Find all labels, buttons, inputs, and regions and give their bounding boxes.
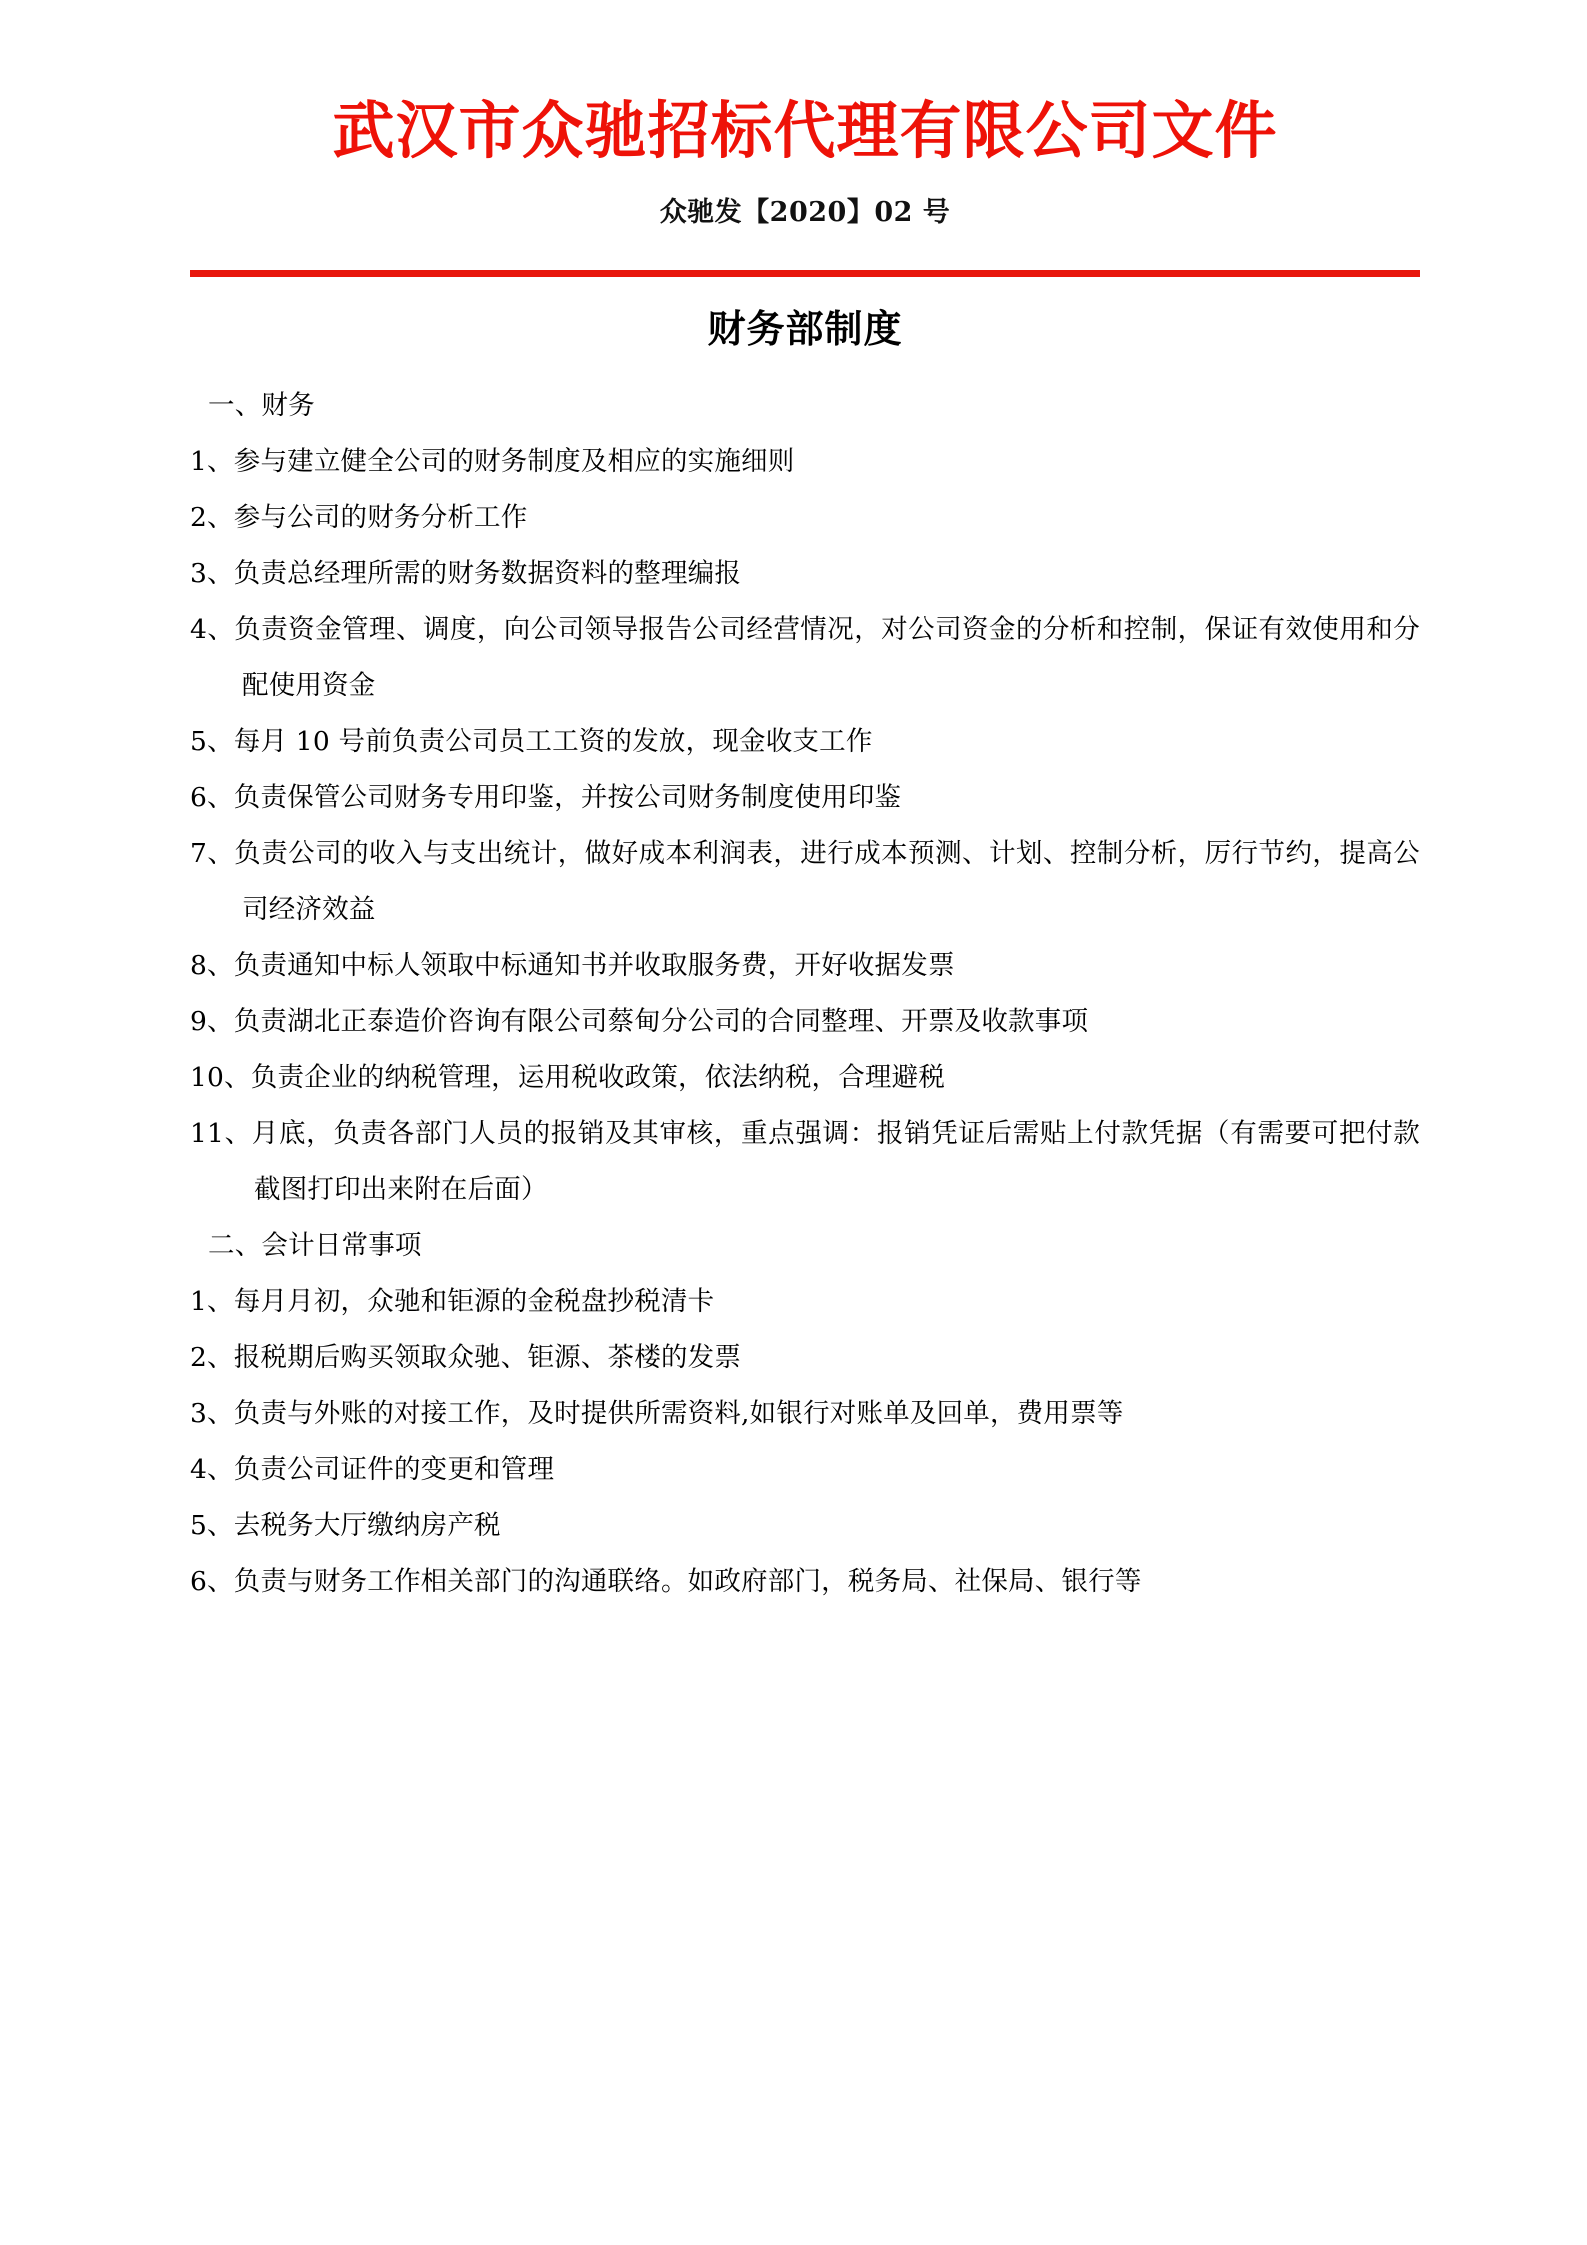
list-item: 3、负责与外账的对接工作，及时提供所需资料,如银行对账单及回单，费用票等	[190, 1398, 1124, 1430]
section-group-label-2: 二、会计日常事项	[208, 1230, 422, 1262]
company-document-title: 武汉市众驰招标代理有限公司文件	[332, 94, 1278, 167]
list-item: 5、每月 10 号前负责公司员工工资的发放，现金收支工作	[190, 726, 873, 758]
list-item: 1、每月月初，众驰和钜源的金税盘抄税清卡	[190, 1286, 715, 1318]
list-item: 8、负责通知中标人领取中标通知书并收取服务费，开好收据发票	[190, 950, 955, 982]
list-item: 6、负责保管公司财务专用印鉴，并按公司财务制度使用印鉴	[190, 782, 902, 814]
section-group-label-1: 一、财务	[208, 390, 315, 422]
list-item: 4、负责资金管理、调度，向公司领导报告公司经营情况，对公司资金的分析和控制，保证有效使用和分配使用资金	[190, 614, 1420, 702]
list-item: 2、报税期后购买领取众驰、钜源、茶楼的发票	[190, 1342, 742, 1374]
document-sheet	[190, 0, 1420, 1610]
list-item: 1、参与建立健全公司的财务制度及相应的实施细则	[190, 446, 795, 478]
list-item: 7、负责公司的收入与支出统计，做好成本利润表，进行成本预测、计划、控制分析，厉行节约，提高公司经济效益	[190, 838, 1420, 926]
list-item: 2、参与公司的财务分析工作	[190, 502, 528, 534]
list-item: 3、负责总经理所需的财务数据资料的整理编报	[190, 558, 742, 590]
document-body	[190, 352, 1420, 1610]
red-divider-rule	[190, 270, 1420, 277]
list-item: 11、月底，负责各部门人员的报销及其审核，重点强调：报销凭证后需贴上付款凭据（有需要可把付款截图打印出来附在后面）	[190, 1118, 1420, 1206]
page-title: 财务部制度	[707, 305, 903, 351]
list-item: 6、负责与财务工作相关部门的沟通联络。如政府部门，税务局、社保局、银行等	[190, 1566, 1142, 1598]
list-item: 4、负责公司证件的变更和管理	[190, 1454, 555, 1486]
list-item: 5、去税务大厅缴纳房产税	[190, 1510, 501, 1542]
list-item: 10、负责企业的纳税管理，运用税收政策，依法纳税，合理避税	[190, 1062, 946, 1094]
list-item: 9、负责湖北正泰造价咨询有限公司蔡甸分公司的合同整理、开票及收款事项	[190, 1006, 1089, 1038]
document-number: 众驰发【2020】02 号	[659, 197, 951, 229]
masthead	[190, 0, 1420, 277]
